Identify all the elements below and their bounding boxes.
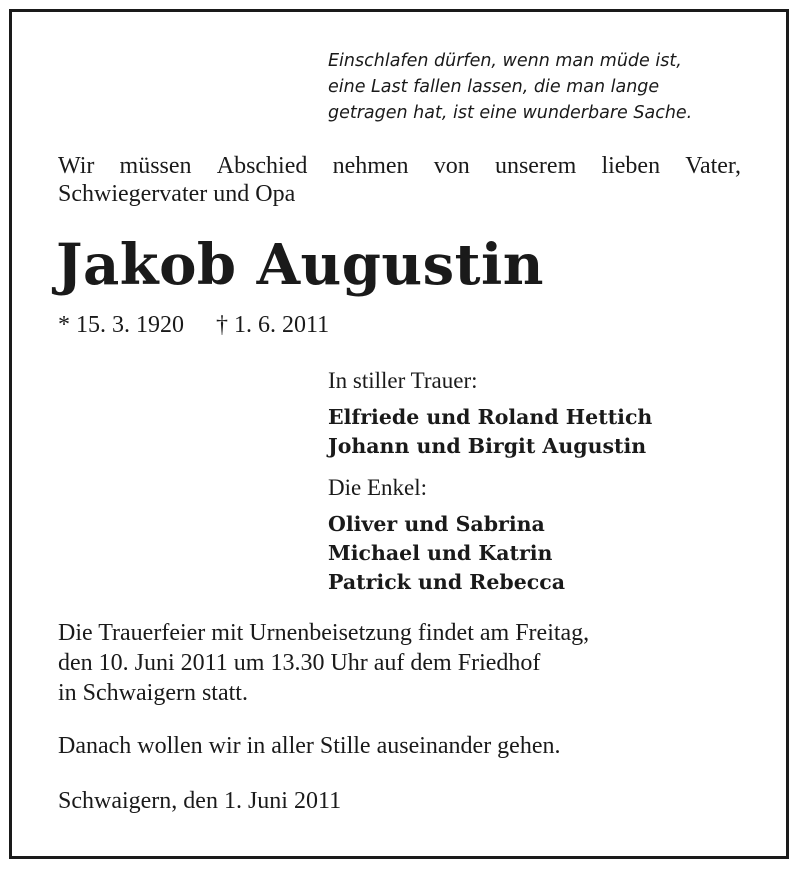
intro-text	[58, 152, 741, 208]
grandchild-pair: Michael und Katrin	[328, 541, 553, 565]
service-line: in Schwaigern statt.	[58, 680, 248, 706]
birth-date: * 15. 3. 1920	[58, 312, 184, 338]
intro-line	[58, 152, 741, 180]
intro-word: Abschied	[216, 153, 308, 179]
intro-word: lieben	[601, 153, 661, 179]
grief-label: In stiller Trauer:	[328, 368, 478, 393]
motto-line: getragen hat, ist eine wunderbare Sache.	[328, 103, 693, 123]
death-date: † 1. 6. 2011	[216, 312, 330, 338]
service-line: Die Trauerfeier mit Urnenbeisetzung findet am Freitag,	[58, 620, 590, 646]
intro-word: nehmen	[332, 153, 409, 179]
grandchild-pair: Patrick und Rebecca	[328, 570, 566, 594]
life-dates	[58, 310, 329, 340]
intro-word: Wir	[58, 153, 95, 179]
intro-word: unserem	[494, 153, 577, 179]
service-line: den 10. Juni 2011 um 13.30 Uhr auf dem Friedhof	[58, 650, 541, 676]
family-member: Elfriede und Roland Hettich	[328, 405, 653, 429]
grandchild-pair: Oliver und Sabrina	[328, 512, 545, 536]
motto-line: eine Last fallen lassen, die man lange	[328, 77, 660, 97]
intro-word: von	[433, 153, 470, 179]
intro-word: müssen	[119, 153, 192, 179]
funeral-service-notice	[58, 618, 589, 708]
motto-quote	[328, 48, 692, 126]
place-and-date: Schwaigern, den 1. Juni 2011	[58, 788, 342, 814]
intro-word: Vater,	[685, 153, 741, 179]
closing-sentence: Danach wollen wir in aller Stille auseinander gehen.	[58, 733, 561, 759]
intro-line: Schwiegervater und Opa	[58, 181, 296, 207]
mourners-block	[328, 366, 652, 597]
grandchildren-label: Die Enkel:	[328, 475, 427, 500]
family-member: Johann und Birgit Augustin	[328, 434, 647, 458]
deceased-name: Jakob Augustin	[56, 232, 545, 298]
motto-line: Einschlafen dürfen, wenn man müde ist,	[328, 51, 682, 71]
